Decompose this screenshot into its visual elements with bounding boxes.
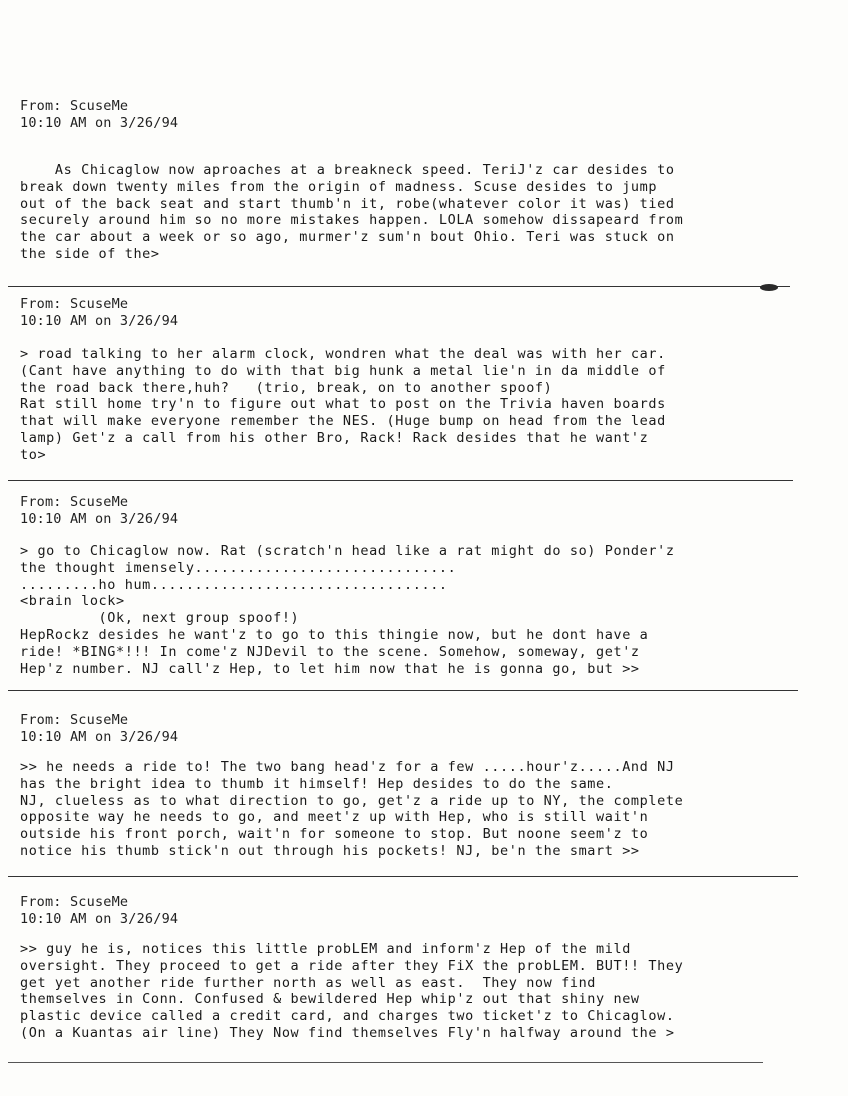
body-line: (Ok, next group spoof!)	[20, 610, 300, 627]
body-line: the car about a week or so ago, murmer'z sum'n bout Ohio. Teri was stuck on	[20, 229, 675, 246]
message-post	[20, 894, 810, 928]
body-line: >> he needs a ride to! The two bang head'z for a few .....hour'z.....And NJ	[20, 759, 675, 775]
message-from: From: ScuseMe	[20, 98, 129, 114]
body-line: the road back there,huh? (trio, break, on to another spoof)	[20, 379, 553, 396]
body-line: outside his front porch, wait'n for someone to stop. But noone seem'z to	[20, 826, 649, 843]
message-time: 10:10 AM on 3/26/94	[20, 115, 179, 131]
message-time: 10:10 AM on 3/26/94	[20, 729, 179, 745]
body-line: themselves in Conn. Confused & bewildered Hep whip'z out that shiny new	[20, 991, 640, 1008]
body-line: oversight. They proceed to get a ride after they FiX the probLEM. BUT!! They	[20, 957, 684, 974]
body-line: break down twenty miles from the origin of madness. Scuse desides to jump	[20, 178, 658, 195]
body-line: As Chicaglow now aproaches at a breakneck speed. TeriJ'z car desides to	[20, 162, 675, 178]
body-line: Rat still home try'n to figure out what to post on the Trivia haven boards	[20, 396, 666, 413]
body-line: get yet another ride further north as well as east. They now find	[20, 974, 597, 991]
body-line: that will make everyone remember the NES. (Huge bump on head from the lead	[20, 413, 666, 430]
body-line: > go to Chicaglow now. Rat (scratch'n head like a rat might do so) Ponder'z	[20, 543, 675, 559]
body-line: to>	[20, 446, 47, 463]
message-time: 10:10 AM on 3/26/94	[20, 313, 179, 329]
divider-line	[8, 690, 798, 691]
body-line: plastic device called a credit card, and charges two ticket'z to Chicaglow.	[20, 1008, 675, 1025]
body-line: lamp) Get'z a call from his other Bro, Rack! Rack desides that he want'z	[20, 429, 649, 446]
body-line: the side of the>	[20, 245, 160, 262]
body-line: >> guy he is, notices this little probLEM and inform'z Hep of the mild	[20, 941, 631, 957]
body-line: notice his thumb stick'n out through his pockets! NJ, be'n the smart >>	[20, 842, 640, 859]
message-body	[20, 162, 810, 263]
message-from: From: ScuseMe	[20, 894, 129, 910]
message-post	[20, 296, 810, 330]
message-body	[20, 346, 810, 464]
body-line: the thought imensely..............................	[20, 559, 457, 576]
body-line: opposite way he needs to go, and meet'z up with Hep, who is still wait'n	[20, 809, 649, 826]
body-line: Hep'z number. NJ call'z Hep, to let him now that he is gonna go, but >>	[20, 660, 640, 677]
message-post	[20, 98, 810, 132]
body-line: (On a Kuantas air line) They Now find themselves Fly'n halfway around the >	[20, 1024, 675, 1041]
message-post	[20, 712, 810, 746]
message-time: 10:10 AM on 3/26/94	[20, 911, 179, 927]
body-line: (Cant have anything to do with that big hunk a metal lie'n in da middle of	[20, 362, 666, 379]
message-from: From: ScuseMe	[20, 712, 129, 728]
divider-line	[8, 480, 793, 481]
divider-line	[8, 876, 798, 877]
message-from: From: ScuseMe	[20, 296, 129, 312]
body-line: > road talking to her alarm clock, wondren what the deal was with her car.	[20, 346, 666, 362]
body-line: <brain lock>	[20, 593, 125, 610]
message-from: From: ScuseMe	[20, 494, 129, 510]
ink-smudge	[760, 284, 778, 291]
body-line: HepRockz desides he want'z to go to this thingie now, but he dont have a	[20, 626, 649, 643]
message-body	[20, 543, 810, 677]
body-line: securely around him so no more mistakes happen. LOLA somehow dissapeard from	[20, 212, 684, 229]
message-body	[20, 941, 810, 1042]
divider-line	[8, 1062, 763, 1063]
body-line: has the bright idea to thumb it himself! Hep desides to do the same.	[20, 775, 614, 792]
message-post	[20, 494, 810, 528]
divider-line	[8, 286, 790, 287]
message-body	[20, 759, 810, 860]
message-time: 10:10 AM on 3/26/94	[20, 511, 179, 527]
body-line: NJ, clueless as to what direction to go, get'z a ride up to NY, the complete	[20, 792, 684, 809]
body-line: .........ho hum..................................	[20, 576, 448, 593]
body-line: out of the back seat and start thumb'n it, robe(whatever color it was) tied	[20, 195, 675, 212]
body-line: ride! *BING*!!! In come'z NJDevil to the scene. Somehow, someway, get'z	[20, 643, 640, 660]
